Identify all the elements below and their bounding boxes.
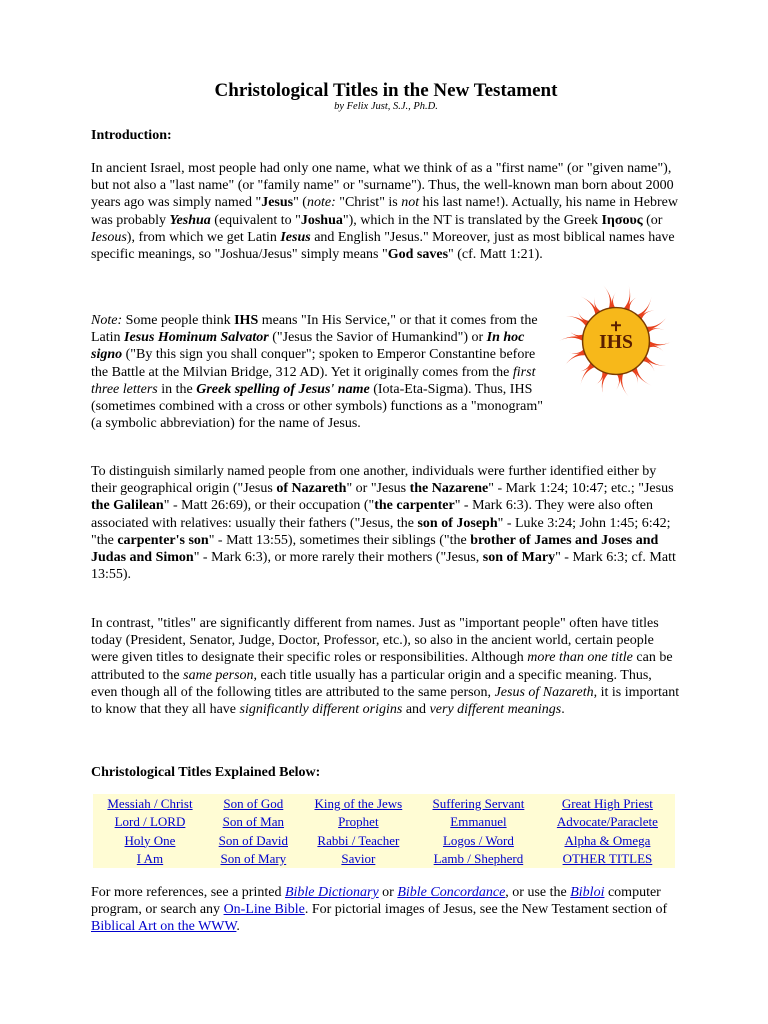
title-link[interactable]: OTHER TITLES [562,851,653,866]
introduction-heading: Introduction: [91,128,172,143]
intro-paragraph: In ancient Israel, most people had only one name, what we think of as a "first name" (or "given name"), but not also a "last name" (or "family name" or "surname"). Thus, the well-known man born about 2000 years ago was simply named "Jesus" (note: "Christ" is not his last name!). Actually, his name in Hebrew was probably Yeshua (equivalent to "Joshua"), which in the NT is translated by the Greek Ιησους (or Iesous), from which we get Latin Iesus and English "Jesus." Moreover, just as most biblical names have specific meanings, so "Joshua/Jesus" simply means "God saves" (cf. Matt 1:21). [91,161,678,263]
ihs-paragraph: Note: Some people think IHS means "In His Service," or that it comes from the Latin Iesus Hominum Salvator ("Jesus the Savior of Humankind") or In hoc signo ("By this sign you shall conquer"; spoken to Emperor Constantine before the Battle at the Milvian Bridge, 312 AD). Yet it originally comes from the first three letters in the Greek spelling of Jesus' name (Iota-Eta-Sigma). Thus, IHS (sometimes combined with a cross or other symbols) functions as a "monogram" (a symbolic abbreviation) for the name of Jesus. [91,313,543,432]
title-link[interactable]: Son of Man [222,814,285,829]
table-row [93,813,675,832]
title-link[interactable]: Savior [341,851,376,866]
title-link[interactable]: Suffering Servant [432,795,525,811]
title-link[interactable]: Advocate/Paraclete [556,814,658,829]
title-link[interactable]: Prophet [338,814,379,829]
title-link[interactable]: Great High Priest [561,795,653,811]
title-link[interactable]: Lamb / Shepherd [433,851,524,866]
page-title: Christological Titles in the New Testament [214,80,558,101]
biblical-art-link[interactable]: Biblical Art on the WWW [91,919,237,935]
bible-concordance-link[interactable]: Bible Concordance [397,885,506,900]
title-link[interactable]: I Am [136,851,164,866]
title-link[interactable]: Lord / LORD [114,814,186,829]
title-link[interactable]: Messiah / Christ [107,795,193,811]
table-row [93,850,675,869]
ihs-emblem [557,282,675,400]
titles-paragraph: In contrast, "titles" are significantly different from names. Just as "important people" often have titles today (President, Senator, Judge, Doctor, Professor, etc.), so also in the ancient world, certain people were given titles to designate their specific roles or responsibilities. Although more than one title can be attributed to the same person, each title usually has a particular origin and a specific meaning. Thus, even though all of the following titles are attributed to the same person, Jesus of Nazareth, it is important to know that they all have significantly different origins and very different meanings. [91,616,680,718]
title-link[interactable]: Logos / Word [442,832,514,848]
title-link[interactable]: King of the Jews [314,795,403,811]
titles-heading: Christological Titles Explained Below: [91,765,321,780]
title-link[interactable]: Rabbi / Teacher [317,832,400,848]
online-bible-link[interactable]: On-Line Bible [223,902,305,918]
title-link[interactable]: Son of God [223,795,284,811]
table-row [93,794,675,813]
title-link[interactable]: Son of Mary [220,851,287,866]
title-link[interactable]: Alpha & Omega [564,832,651,848]
byline: by Felix Just, S.J., Ph.D. [334,101,438,112]
title-link[interactable]: Holy One [124,832,176,848]
bible-dictionary-link[interactable]: Bible Dictionary [284,885,379,900]
table-row [93,831,675,850]
title-link[interactable]: Son of David [218,832,288,848]
title-link[interactable]: Emmanuel [450,814,507,829]
names-paragraph: To distinguish similarly named people from one another, individuals were further identified either by their geographical origin ("Jesus of Nazareth" or "Jesus the Nazarene" - Mark 1:24; 10:47; etc.; "Jesus the Galilean" - Matt 26:69), or their occupation ("the carpenter" - Mark 6:3). They were also often associated with relatives: usually their fathers ("Jesus, the son of Joseph" - Luke 3:24; John 1:45; 6:42; "the carpenter's son" - Matt 13:55), sometimes their siblings ("the brother of James and Joses and Judas and Simon" - Mark 6:3), or more rarely their mothers ("Jesus, son of Mary" - Mark 6:3; cf. Matt 13:55). [91,464,676,583]
titles-table [93,794,675,868]
references-paragraph: For more references, see a printed Bible Dictionary or Bible Concordance, or use the Bibloi computer program, or search any On-Line Bible. For pictorial images of Jesus, see the New Testament section of Biblical Art on the WWW. [91,885,668,935]
emblem-monogram: IHS [599,330,633,353]
bibloi-link[interactable]: Bibloi [570,885,605,900]
